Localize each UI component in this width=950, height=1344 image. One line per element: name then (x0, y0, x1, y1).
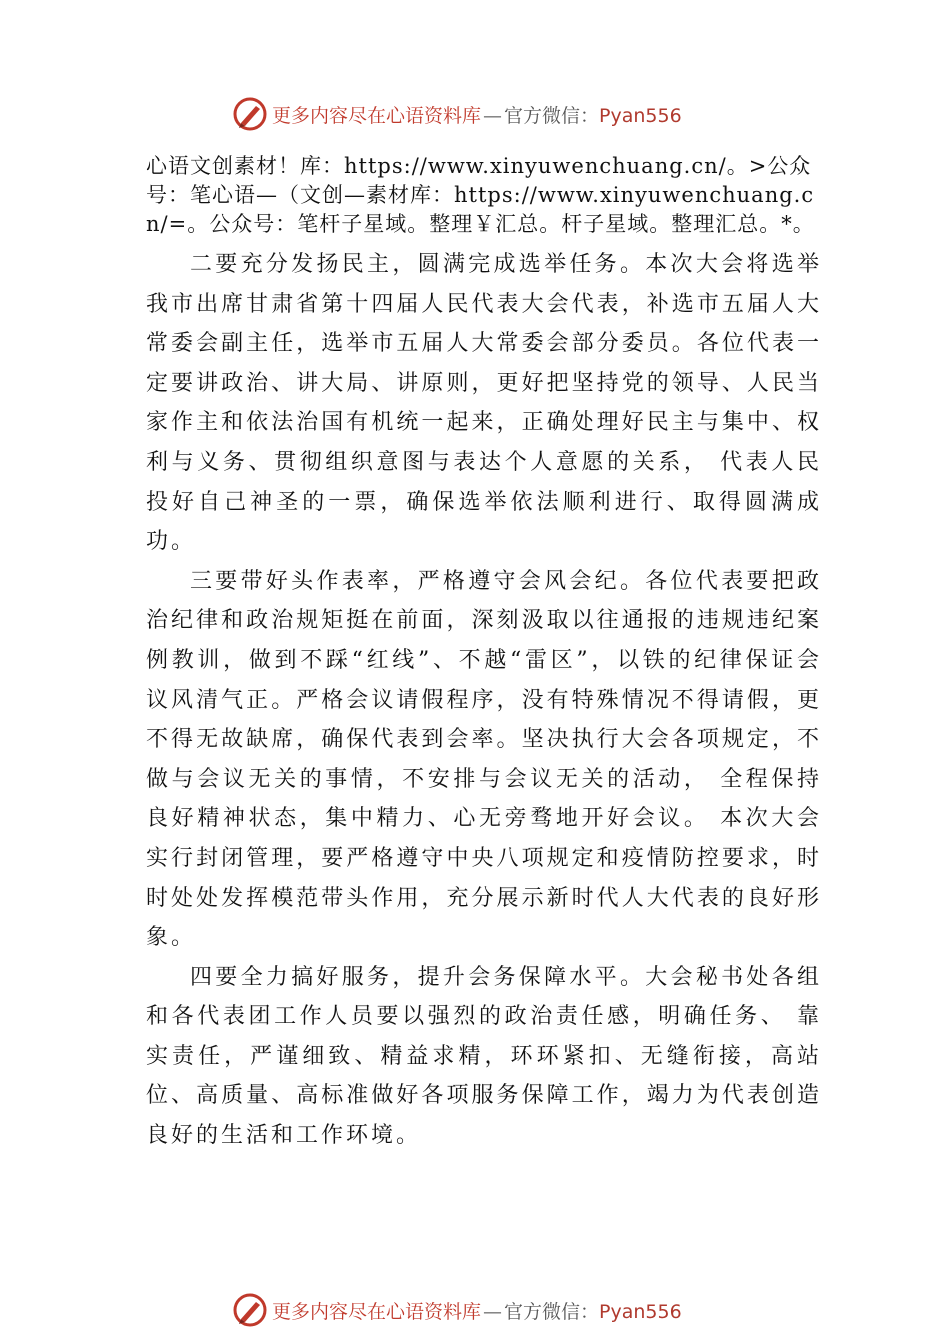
pen-logo-icon (232, 1292, 268, 1328)
footer-wechat-handle: Pyan556 (599, 1300, 682, 1323)
header-wechat-label: 官方微信： (504, 104, 600, 127)
pen-logo-icon (232, 96, 268, 132)
footer-wechat-label: 官方微信： (504, 1300, 600, 1323)
paragraph-3: 三要带好头作表率，严格遵守会风会纪。各位代表要把政治纪律和政治规矩挺在前面，深刻汲取以往通报的违规违纪案例教训，做到不踩“红线”、不越“雷区”，以铁的纪律保证会议风清气正。严格会议请假程序，没有特殊情况不得请假，更不得无故缺席，确保代表到会率。坚决执行大会各项规定，不做与会议无关的事情，不安排与会议无关的活动， 全程保持良好精神状态，集中精力、心无旁骛地开好会议。 本次大会实行封闭管理，要严格遵守中央八项规定和疫情防控要求，时时处处发挥模范带头作用，充分展示新时代人大代表的良好形象。 (146, 568, 822, 951)
header-banner (232, 94, 682, 134)
document-body (146, 152, 822, 1156)
paragraph-4: 四要全力搞好服务，提升会务保障水平。大会秘书处各组和各代表团工作人员要以强烈的政治责任感，明确任务、 靠实责任，严谨细致、精益求精，环环紧扣、无缝衔接，高站位、高质量、高标准做好各项服务保障工作，竭力为代表创造良好的生活和工作环境。 (146, 964, 822, 1149)
source-note: 心语文创素材！库：https://www.xinyuwenchuang.cn/。>公众号：笔心语—（文创—素材库：https://www.xinyuwenchuang.cn/=。公众号：笔杆子星域。整理￥汇总。杆子星域。整理汇总。*。 (146, 154, 815, 236)
header-brand-text: 更多内容尽在心语资料库 (272, 104, 482, 127)
header-dash: — (483, 104, 503, 127)
footer-banner (232, 1290, 682, 1330)
footer-brand-text: 更多内容尽在心语资料库 (272, 1300, 482, 1323)
header-wechat-handle: Pyan556 (599, 104, 682, 127)
paragraph-2: 二要充分发扬民主，圆满完成选举任务。本次大会将选举我市出席甘肃省第十四届人民代表大会代表，补选市五届人大常委会副主任，选举市五届人大常委会部分委员。各位代表一定要讲政治、讲大局、讲原则，更好把坚持党的领导、人民当家作主和依法治国有机统一起来，正确处理好民主与集中、权利与义务、贯彻组织意图与表达个人意愿的关系， 代表人民投好自己神圣的一票，确保选举依法顺利进行、取得圆满成功。 (146, 252, 822, 555)
footer-dash: — (483, 1300, 503, 1323)
